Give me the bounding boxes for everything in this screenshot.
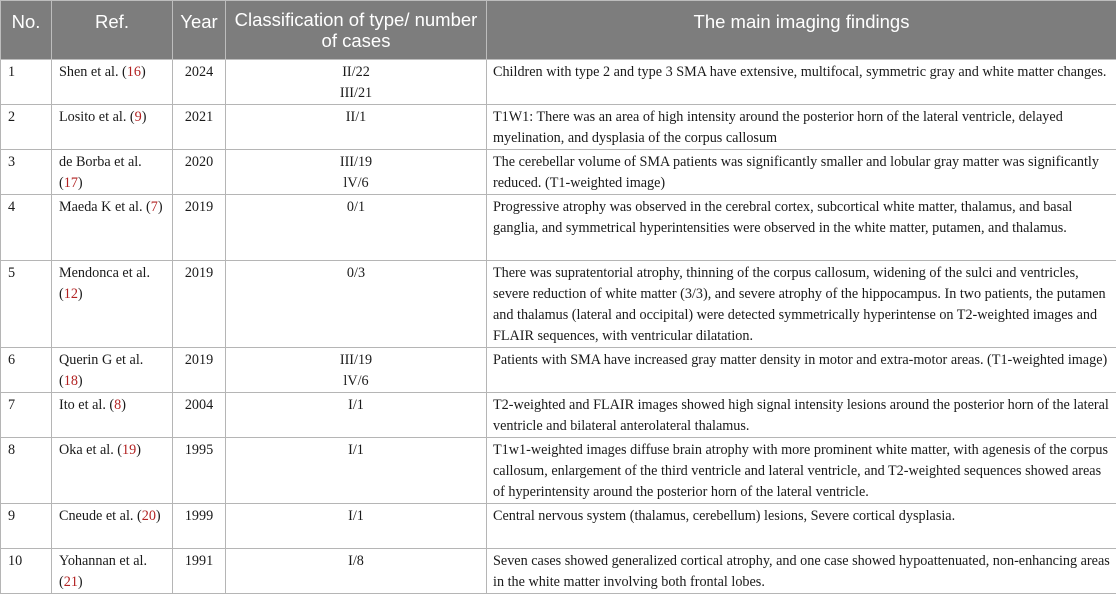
cell-ref (52, 60, 173, 105)
cell-classification (226, 348, 487, 393)
cell-year: 2020 (173, 150, 226, 195)
classification-value: 0/3 (346, 265, 366, 281)
ref-author: Oka et al. ( (59, 442, 123, 458)
cell-ref (52, 393, 173, 438)
cell-classification (226, 393, 487, 438)
ref-close: ) (155, 508, 161, 524)
ref-author: de Borba et al. ( (59, 154, 142, 191)
classification-value: I/1 (348, 508, 364, 524)
table-row (1, 438, 1116, 504)
table-row (1, 504, 1116, 549)
ref-close: ) (121, 397, 126, 413)
cell-year: 2004 (173, 393, 226, 438)
ref-number-link[interactable]: 19 (122, 442, 137, 458)
classification-value: I/1 (348, 397, 364, 413)
ref-number-link[interactable]: 16 (126, 64, 141, 80)
table-row (1, 150, 1116, 195)
ref-number-link[interactable]: 20 (141, 508, 156, 524)
table-row (1, 60, 1116, 105)
cell-classification (226, 60, 487, 105)
cell-year: 1991 (173, 549, 226, 594)
cell-findings: There was supratentorial atrophy, thinning of the corpus callosum, widening of the sulci and ventricles, severe reduction of white matter (3/3), and severe atrophy of the hippocampus. In two patients, the putamen and thalamus (lateral and occipital) were detected symmetrically hyperintense on T2-weighted images and FLAIR sequences, with ventricular dilatation. (487, 261, 1116, 348)
ref-author: Yohannan et al. ( (59, 553, 148, 590)
cell-no: 1 (1, 60, 52, 105)
cell-classification (226, 105, 487, 150)
cell-ref (52, 438, 173, 504)
classification-value: 0/1 (346, 199, 366, 215)
header-findings: The main imaging findings (487, 1, 1116, 60)
cell-no: 5 (1, 261, 52, 348)
classification-value: lV/6 (343, 175, 369, 191)
table-row (1, 261, 1116, 348)
ref-close: ) (157, 199, 163, 215)
cell-classification (226, 261, 487, 348)
ref-author: Maeda K et al. ( (59, 199, 151, 215)
table-row (1, 393, 1116, 438)
ref-author: Shen et al. ( (59, 64, 127, 80)
cell-classification (226, 195, 487, 261)
ref-author: Cneude et al. ( (59, 508, 142, 524)
cell-findings: Seven cases showed generalized cortical atrophy, and one case showed hypoattenuated, non-enhancing areas in the white matter involving both frontal lobes. (487, 549, 1116, 594)
cell-ref (52, 504, 173, 549)
classification-value: II/1 (345, 109, 367, 125)
cell-year: 1995 (173, 438, 226, 504)
cell-ref (52, 549, 173, 594)
cell-classification (226, 438, 487, 504)
classification-value: I/8 (348, 553, 364, 569)
cell-classification (226, 549, 487, 594)
ref-close: ) (77, 286, 83, 302)
cell-year: 2019 (173, 261, 226, 348)
table-row (1, 105, 1116, 150)
classification-value: lV/6 (343, 373, 369, 389)
cell-no: 4 (1, 195, 52, 261)
cell-no: 10 (1, 549, 52, 594)
table-row (1, 348, 1116, 393)
ref-close: ) (77, 574, 83, 590)
cell-no: 8 (1, 438, 52, 504)
header-year: Year (173, 1, 226, 60)
classification-value: I/1 (348, 442, 364, 458)
classification-value: III/19 (339, 154, 373, 170)
cell-classification (226, 504, 487, 549)
ref-close: ) (136, 442, 141, 458)
cell-year: 1999 (173, 504, 226, 549)
classification-value: III/21 (339, 85, 373, 101)
table-row (1, 195, 1116, 261)
header-row (1, 1, 1116, 60)
header-ref: Ref. (52, 1, 173, 60)
cell-ref (52, 348, 173, 393)
cell-findings: Progressive atrophy was observed in the cerebral cortex, subcortical white matter, thalamus, and basal ganglia, and symmetrical hyperintensities were observed in the white matter, putamen, and thalamus. (487, 195, 1116, 261)
cell-findings: Children with type 2 and type 3 SMA have extensive, multifocal, symmetric gray and white matter changes. (487, 60, 1116, 105)
cell-ref (52, 261, 173, 348)
cell-findings: T2-weighted and FLAIR images showed high signal intensity lesions around the posterior horn of the lateral ventricle and bilateral anterolateral thalamus. (487, 393, 1116, 438)
cell-no: 7 (1, 393, 52, 438)
cell-classification (226, 150, 487, 195)
ref-author: Querin G et al. ( (59, 352, 144, 389)
cell-no: 6 (1, 348, 52, 393)
cell-findings: The cerebellar volume of SMA patients was significantly smaller and lobular gray matter was significantly reduced. (T1-weighted image) (487, 150, 1116, 195)
classification-value: III/19 (339, 352, 373, 368)
header-no: No. (1, 1, 52, 60)
cell-year: 2019 (173, 195, 226, 261)
cell-findings: T1w1-weighted images diffuse brain atrophy with more prominent white matter, with agenesis of the corpus callosum, enlargement of the third ventricle and lateral ventricle, and T2-weighted sequences showed areas of hyperintensity around the posterior horn of the lateral ventricle. (487, 438, 1116, 504)
ref-close: ) (141, 109, 147, 125)
cell-year: 2021 (173, 105, 226, 150)
ref-number-link[interactable]: 8 (114, 397, 122, 413)
ref-close: ) (77, 175, 83, 191)
ref-number-link[interactable]: 18 (63, 373, 78, 389)
cell-no: 9 (1, 504, 52, 549)
ref-number-link[interactable]: 7 (150, 199, 158, 215)
cell-findings: Patients with SMA have increased gray matter density in motor and extra-motor areas. (T1-weighted image) (487, 348, 1116, 393)
header-classification: Classification of type/ number of cases (226, 1, 487, 60)
cell-no: 2 (1, 105, 52, 150)
cell-year: 2024 (173, 60, 226, 105)
ref-author: Losito et al. ( (59, 109, 135, 125)
ref-number-link[interactable]: 21 (63, 574, 78, 590)
ref-number-link[interactable]: 9 (134, 109, 142, 125)
cell-no: 3 (1, 150, 52, 195)
ref-close: ) (140, 64, 146, 80)
cell-findings: Central nervous system (thalamus, cerebellum) lesions, Severe cortical dysplasia. (487, 504, 1116, 549)
table-row (1, 549, 1116, 594)
ref-number-link[interactable]: 17 (63, 175, 78, 191)
classification-value: II/22 (342, 64, 370, 80)
ref-author: Ito et al. ( (59, 397, 115, 413)
ref-close: ) (77, 373, 83, 389)
cell-ref (52, 150, 173, 195)
cell-ref (52, 195, 173, 261)
cell-ref (52, 105, 173, 150)
ref-author: Mendonca et al. ( (59, 265, 150, 302)
cell-year: 2019 (173, 348, 226, 393)
ref-number-link[interactable]: 12 (63, 286, 78, 302)
cell-findings: T1W1: There was an area of high intensity around the posterior horn of the lateral ventricle, delayed myelination, and dysplasia of the corpus callosum (487, 105, 1116, 150)
